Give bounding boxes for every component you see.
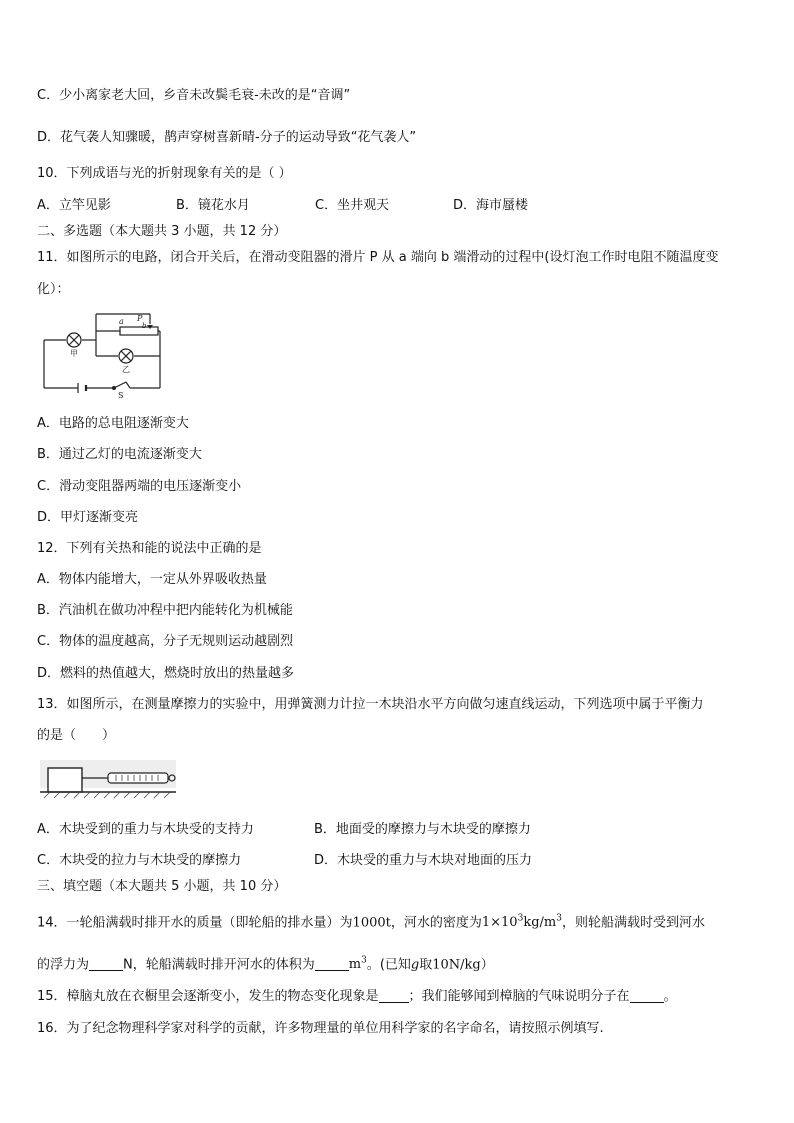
q12-option-b: B．汽油机在做功冲程中把内能转化为机械能	[37, 603, 293, 618]
q14-density-unit: kg/m	[523, 915, 557, 931]
q14-text-e: N，轮船满载时排开河水的体积为	[123, 957, 315, 973]
q14-density	[482, 915, 562, 930]
q14-line2	[37, 952, 494, 974]
q11-option-b: B．通过乙灯的电流逐渐变大	[37, 447, 202, 462]
q10-option-c: C．坐井观天	[315, 198, 390, 213]
q9-option-c: C．少小离家老大回，乡音未改鬓毛衰-未改的是“音调”	[37, 88, 351, 103]
q10-stem: 10．下列成语与光的折射现象有关的是（ ）	[37, 166, 292, 181]
switch-label: S	[118, 391, 124, 398]
q15-text-b: ；我们能够闻到樟脑的气味说明分子在	[408, 989, 630, 1004]
q15-line	[37, 988, 677, 1006]
q14-g-symbol: g	[410, 957, 420, 973]
q12-option-a: A．物体内能增大，一定从外界吸收热量	[37, 572, 267, 587]
slider-label: P	[137, 314, 143, 323]
q14-line1	[37, 910, 705, 932]
q14-text-h: ）	[480, 957, 494, 973]
q14-text-g: 取	[419, 957, 433, 973]
q11-stem-line2: 化）：	[37, 282, 70, 297]
q11-option-d: D．甲灯逐渐变亮	[37, 510, 139, 525]
lamp-b-label: 乙	[122, 365, 130, 374]
q12-option-c: C．物体的温度越高，分子无规则运动越剧烈	[37, 634, 294, 649]
q13-stem-line2: 的是（ ）	[37, 728, 116, 743]
q14-text-f: 。(已知	[366, 957, 411, 973]
friction-experiment-figure	[38, 758, 178, 800]
q14-mass: 1000t	[352, 915, 391, 931]
q14-text-d: 的浮力为	[37, 957, 90, 973]
q13-option-c: C．木块受的拉力与木块受的摩擦力	[37, 853, 242, 868]
q9-option-d: D．花气袭人知骤暖，鹊声穿树喜新晴-分子的运动导致“花气袭人”	[37, 130, 417, 145]
q12-option-d: D．燃料的热值越大，燃烧时放出的热量越多	[37, 666, 295, 681]
q11-option-a: A．电路的总电阻逐渐变大	[37, 416, 189, 431]
q14-text-c: ，则轮船满载时受到河水	[561, 915, 705, 931]
q10-option-b: B．镜花水月	[176, 198, 250, 213]
q13-option-d: D．木块受的重力与木块对地面的压力	[314, 853, 533, 868]
lamp-a-label: 甲	[70, 349, 78, 358]
q13-option-b: B．地面受的摩擦力与木块受的摩擦力	[314, 822, 531, 837]
q15-text-c: 。	[663, 989, 677, 1004]
q14-volume-unit-exp: 3	[361, 956, 367, 966]
section-2-heading: 二、多选题（本大题共 3 小题，共 12 分）	[37, 224, 287, 239]
q14-volume-unit-base: m	[348, 957, 362, 973]
q14-blank-volume[interactable]	[315, 956, 349, 971]
q10-option-d: D．海市蜃楼	[453, 198, 529, 213]
end-a-label: a	[119, 317, 124, 326]
q14-volume-unit	[349, 957, 367, 972]
q14-density-unit-exp: 3	[556, 914, 562, 924]
q13-stem-line1: 13．如图所示，在测量摩擦力的实验中，用弹簧测力计拉一木块沿水平方向做匀速直线运动，下列选项中属于平衡力	[37, 697, 704, 712]
circuit-diagram	[38, 308, 168, 398]
q10-option-a: A．立竿见影	[37, 198, 111, 213]
q14-density-exp: 3	[517, 914, 524, 924]
q13-option-a: A．木块受到的重力与木块受的支持力	[37, 822, 254, 837]
end-b-label: b	[142, 322, 147, 330]
q15-blank-change[interactable]	[379, 988, 409, 1003]
q11-option-c: C．滑动变阻器两端的电压逐渐变小	[37, 479, 242, 494]
q15-text-a: 15．樟脑丸放在衣橱里会逐渐变小，发生的物态变化现象是	[37, 989, 379, 1004]
q14-density-base: 1×10	[481, 915, 518, 931]
q14-blank-buoyancy[interactable]	[89, 956, 123, 971]
q14-text-b: ，河水的密度为	[390, 915, 482, 931]
q12-stem: 12．下列有关热和能的说法中正确的是	[37, 541, 262, 556]
q11-stem-line1: 11．如图所示的电路，闭合开关后，在滑动变阻器的滑片 P 从 a 端向 b 端滑动的过程中(设灯泡工作时电阻不随温度变	[37, 250, 719, 265]
q15-blank-motion[interactable]	[630, 988, 664, 1003]
q16-stem: 16．为了纪念物理科学家对科学的贡献，许多物理量的单位用科学家的名字命名，请按照示例填写.	[37, 1021, 604, 1036]
q14-g-value: 10N/kg	[432, 957, 481, 973]
section-3-heading: 三、填空题（本大题共 5 小题，共 10 分）	[37, 879, 287, 894]
q14-text-a: 14．一轮船满载时排开水的质量（即轮船的排水量）为	[37, 915, 353, 931]
